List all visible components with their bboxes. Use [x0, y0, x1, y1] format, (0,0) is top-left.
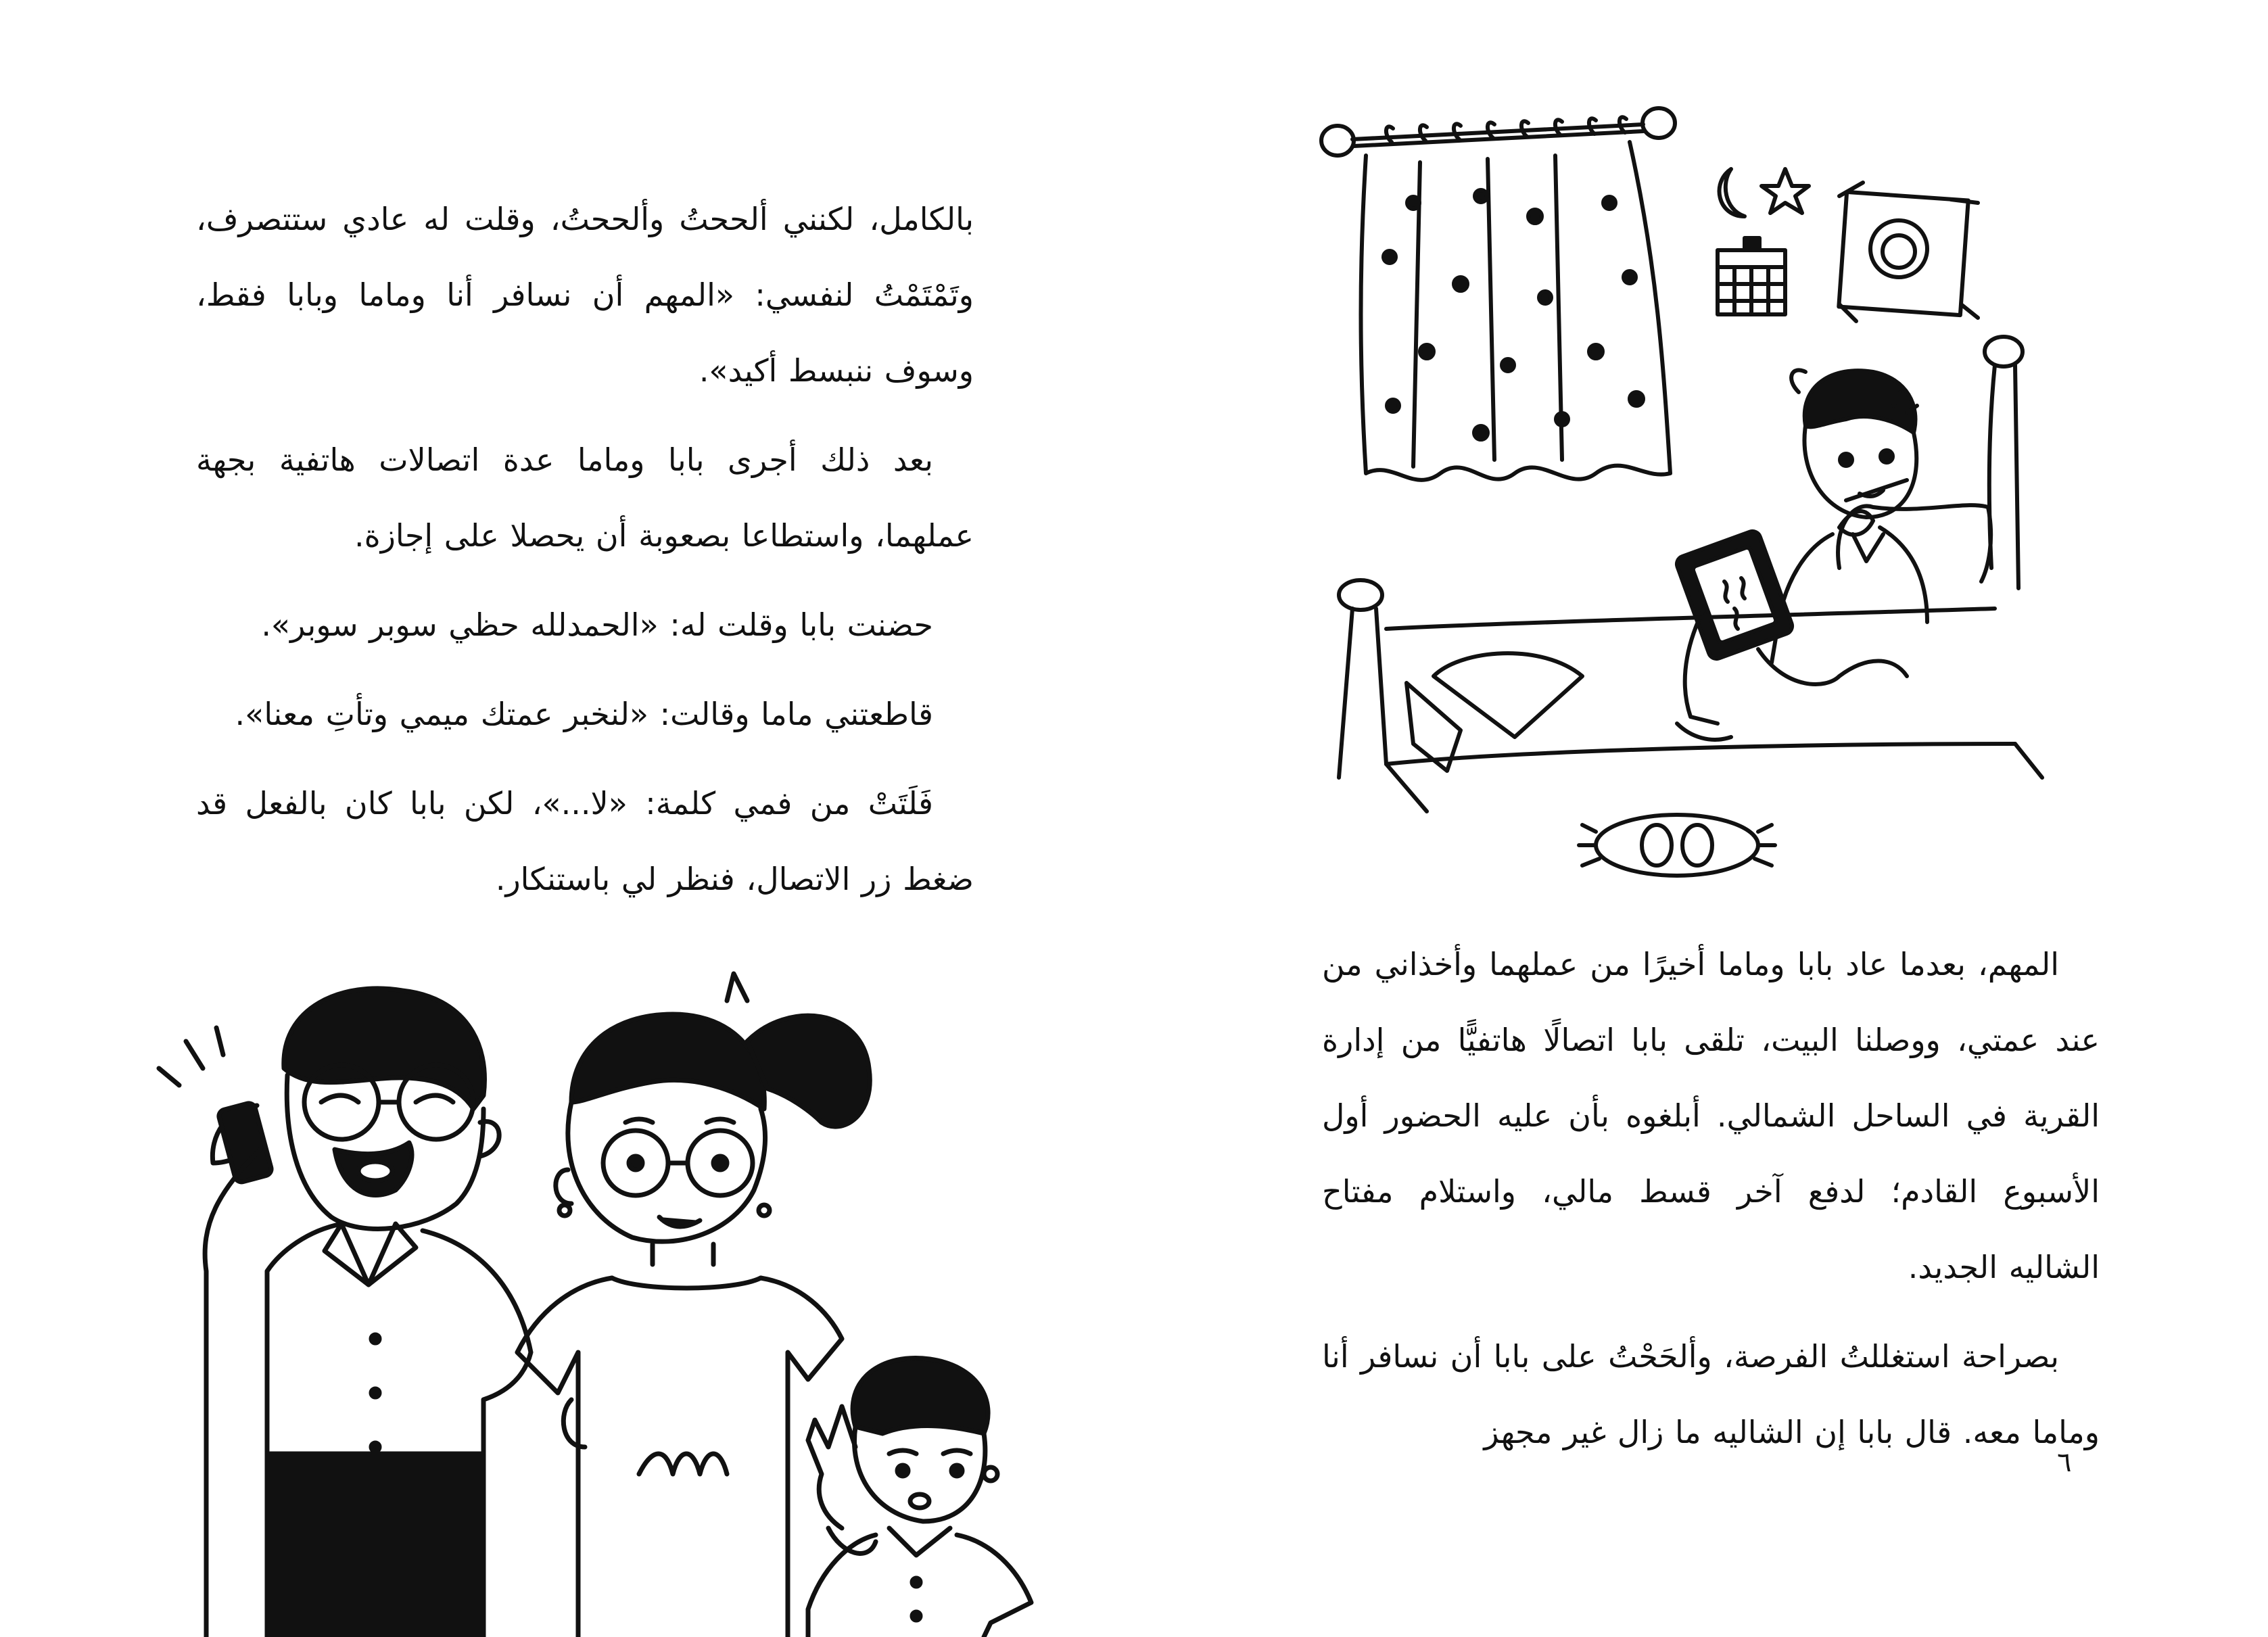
paragraph: فَلَتَتْ من فمي كلمة: «لا...»، لكن بابا كان بالفعل قد ضغط زر الاتصال، فنظر لي باستنكار.: [196, 785, 974, 897]
page-number: ٦: [2057, 1447, 2072, 1478]
paragraph: بعد ذلك أجرى بابا وماما عدة اتصالات هاتفية بجهة عملهما، واستطاعا بصعوبة أن يحصلا على إجازة.: [196, 442, 974, 554]
paragraph: بصراحة استغللتُ الفرصة، وألحَحْتُ على بابا أن نسافر أنا وماما معه. قال بابا إن الشاليه ما زال غير مجهز: [1322, 1338, 2100, 1450]
paragraph: حضنت بابا وقلت له: «الحمدلله حظي سوبر سوبر».: [261, 607, 933, 643]
paragraph: المهم، بعدما عاد بابا وماما أخيرًا من عملهما وأخذاني من عند عمتي، ووصلنا البيت، تلقى بابا اتصالًا هاتفيًّا من إدارة القرية في الساحل الشمالي. أبلغوه بأن عليه الحضور أول الأسبوع القادم؛ لدفع آخر قسط مالي، واستلام مفتاح الشاليه الجديد.: [1322, 946, 2100, 1285]
paragraph: بالكامل، لكنني ألححتُ وألححتُ، وقلت له عادي ستتصرف، وتَمْتَمْتُ لنفسي: «المهم أن نسافر أنا وماما وبابا فقط، وسوف ننبسط أكيد».: [196, 201, 974, 389]
right-page-text: [1322, 926, 2100, 1484]
left-page-text: [196, 181, 974, 930]
paragraph: قاطعتني ماما وقالت: «لنخبر عمتك ميمي وتأتِ معنا».: [235, 696, 933, 732]
right-page: [1134, 0, 2268, 1637]
bedroom-illustration: [1312, 95, 2076, 899]
family-illustration: [139, 933, 1045, 1637]
